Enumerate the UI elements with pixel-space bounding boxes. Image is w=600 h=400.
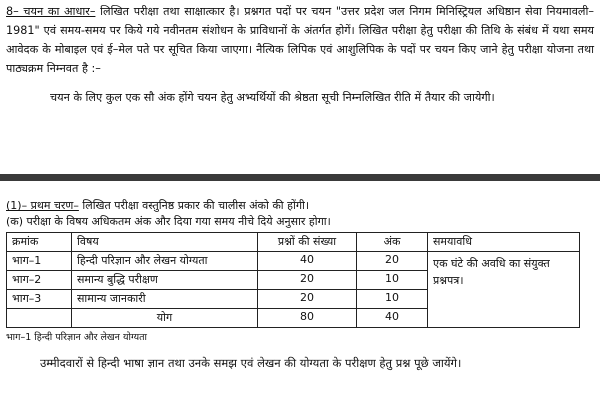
section-8-block: [6, 2, 594, 107]
row-questions: 20: [258, 290, 357, 309]
first-stage-line: [6, 198, 594, 214]
subjects-intro-line: (क) परीक्षा के विषय अधिकतम अंक और दिया गया समय नीचे दिये अनुसार होगा।: [6, 215, 331, 228]
page-separator: [0, 174, 600, 181]
row-serial: भाग–2: [7, 271, 72, 290]
table-row: [7, 252, 580, 271]
row-serial: भाग–1: [7, 252, 72, 271]
total-label: योग: [72, 309, 258, 328]
selection-marks-paragraph: चयन के लिए कुल एक सौ अंक होंगे चयन हेतु अभ्यर्थियों की श्रेष्ठता सूची निम्नलिखित रीति में तैयार की जायेगी।: [50, 91, 495, 104]
row-subject: समान्य बुद्धि परीक्षण: [72, 271, 258, 290]
first-stage-label: (1)– प्रथम चरण–: [6, 199, 79, 212]
row-questions: 40: [258, 252, 357, 271]
row-marks: 10: [357, 271, 428, 290]
row-marks: 10: [357, 290, 428, 309]
row-marks: 20: [357, 252, 428, 271]
part-1-note: [6, 331, 594, 344]
row-subject: हिन्दी परिज्ञान और लेखन योग्यता: [72, 252, 258, 271]
first-stage-text: लिखित परीक्षा वस्तुनिष्ठ प्रकार की चालीस अंको की होंगी।: [78, 199, 310, 212]
duration-cell: एक घंटे की अवधि का संयुक्त प्रश्नपत्र।: [428, 252, 580, 328]
final-paragraph: उम्मीदवारों से हिन्दी भाषा ज्ञान तथा उनके समझ एवं लेखन की योग्यता के परीक्षण हेतु प्रश्न पूछे जायेंगे।: [40, 356, 462, 370]
header-questions: प्रश्नों की संख्या: [258, 233, 357, 252]
section-8-heading: 8– चयन का आधार–: [6, 5, 96, 18]
part-1-note-text: भाग–1 हिन्दी परिज्ञान और लेखन योग्यता: [6, 332, 148, 343]
table-header-row: [7, 233, 580, 252]
row-questions: 20: [258, 271, 357, 290]
exam-stage-block: [6, 198, 594, 384]
header-subject: विषय: [72, 233, 258, 252]
total-questions: 80: [258, 309, 357, 328]
total-spacer: [7, 309, 72, 328]
section-8-paragraph: [6, 2, 594, 78]
total-marks: 40: [357, 309, 428, 328]
header-serial: क्रमांक: [7, 233, 72, 252]
exam-subjects-table: [6, 232, 580, 328]
row-subject: सामान्य जानकारी: [72, 290, 258, 309]
header-marks: अंक: [357, 233, 428, 252]
row-serial: भाग–3: [7, 290, 72, 309]
header-duration: समयावधि: [428, 233, 580, 252]
section-8-text: लिखित परीक्षा तथा साक्षात्कार है। प्रश्नगत पदों पर चयन "उत्तर प्रदेश जल निगम मिनिस्ट्रियल अधिष्ठान सेवा नियमावली–1981" एवं समय-समय पर किये गये नवीनतम संशोधन के प्राविधानों के अंतर्गत होगें। लिखित परीक्षा हेतु परीक्षा की तिथि के संबंध में यथा समय आवेदक के मोबाइल एवं ई–मेल पते पर सूचित किया जाएगा। नैत्यिक लिपिक एवं आशुलिपिक के पदों पर चयन किए जाने हेतु परीक्षा योजना तथा पाठ्यक्रम निम्नवत है :–: [6, 5, 594, 75]
